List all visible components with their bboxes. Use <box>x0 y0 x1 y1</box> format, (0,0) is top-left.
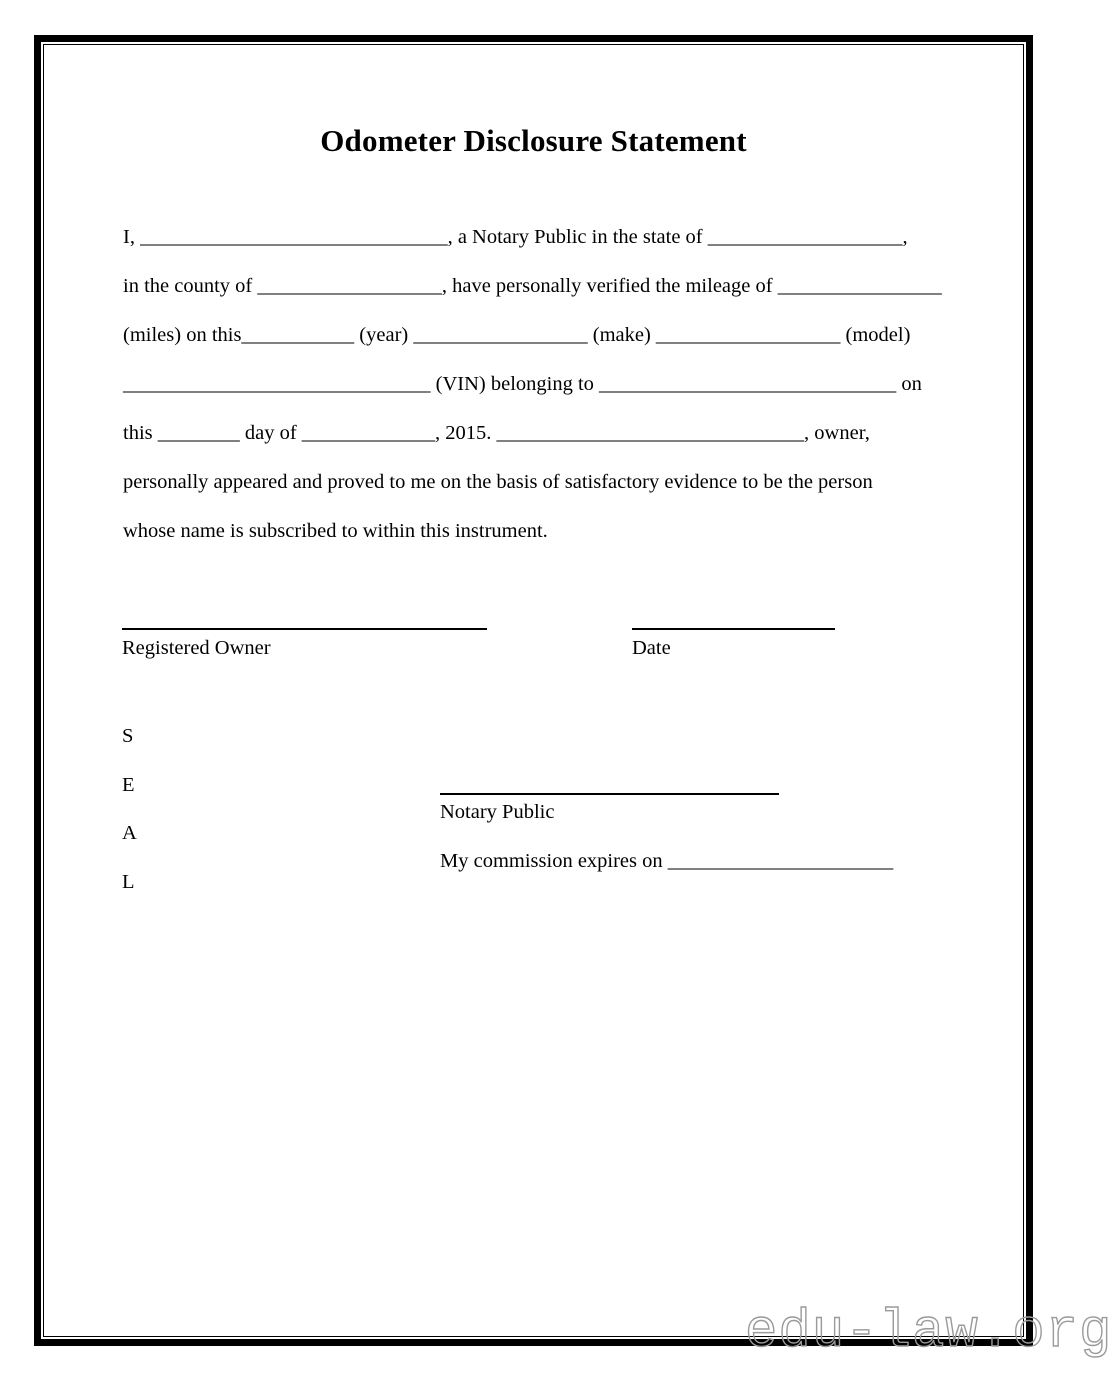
seal-letter-a: A <box>122 822 137 844</box>
statement-line-6: personally appeared and proved to me on the basis of satisfactory evidence to be the person <box>123 471 873 493</box>
notary-signature-line[interactable] <box>440 793 779 795</box>
statement-line-4: ______________________________ (VIN) belonging to _____________________________ on <box>123 373 922 395</box>
statement-line-1: I, ______________________________, a Notary Public in the state of ___________________, <box>123 226 908 248</box>
seal-letter-s: S <box>122 725 134 747</box>
page-title: Odometer Disclosure Statement <box>320 123 747 158</box>
signature-row <box>34 608 1033 698</box>
seal-column <box>122 725 182 919</box>
commission-expiry-field[interactable]: My commission expires on ______________________ <box>440 850 894 872</box>
notary-public-label: Notary Public <box>440 801 555 823</box>
seal-letter-l: L <box>122 870 135 893</box>
seal-letter-e: E <box>122 773 135 796</box>
statement-line-7: whose name is subscribed to within this instrument. <box>123 520 548 542</box>
statement-line-2: in the county of __________________, have personally verified the mileage of ________________ <box>123 275 942 297</box>
date-field[interactable] <box>632 608 835 663</box>
registered-owner-signature-line[interactable] <box>122 608 487 630</box>
registered-owner-field[interactable] <box>122 608 487 663</box>
statement-body <box>123 213 949 556</box>
statement-line-3: (miles) on this___________ (year) _________________ (make) __________________ (model) <box>123 324 911 346</box>
statement-line-5: this ________ day of _____________, 2015. ______________________________, owner, <box>123 422 870 444</box>
registered-owner-label: Registered Owner <box>122 637 271 659</box>
document-content <box>34 35 1033 1346</box>
date-label: Date <box>632 637 671 659</box>
date-signature-line[interactable] <box>632 608 835 630</box>
